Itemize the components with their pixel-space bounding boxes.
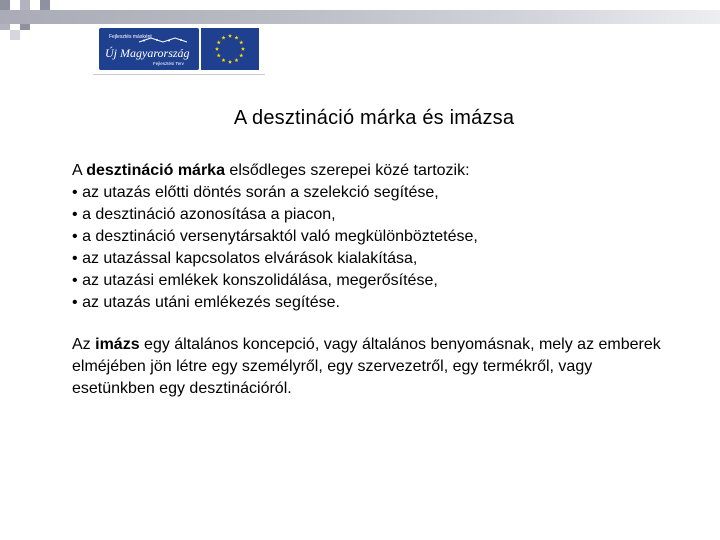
header-gradient-band [0, 10, 720, 24]
definition-bold-term: imázs [95, 336, 140, 353]
logo-caption: Fejlesztés másként [109, 34, 152, 40]
eu-star-icon [221, 36, 225, 40]
definition-suffix: egy általános koncepció, vagy általános benyomásnak, mely az emberek elméjében jön létre egy személyről, egy szervezetről, egy termékről, vagy esetünkben egy desztinációról. [72, 336, 661, 397]
intro-prefix: A [72, 162, 87, 179]
paragraph-gap [72, 314, 672, 334]
bullet-marker: • [72, 228, 78, 245]
bullet-item [72, 270, 672, 292]
eu-star-icon [215, 47, 219, 51]
bullet-marker: • [72, 250, 78, 267]
eu-star-icon [221, 58, 225, 62]
intro-bold-term: desztináció márka [86, 162, 225, 179]
bullet-text: az utazási emlékek konszolidálása, megerősítése, [82, 272, 438, 289]
eu-star-icon [228, 60, 232, 64]
brand-intro [72, 160, 672, 182]
logo-tagline: Fejlesztési Terv [153, 61, 184, 66]
bullet-text: a desztináció azonosítása a piacon, [82, 206, 336, 223]
eu-star-icon [234, 36, 238, 40]
eu-star-icon [217, 53, 221, 57]
intro-suffix: elsődleges szerepei közé tartozik: [224, 162, 470, 179]
eu-star-icon [228, 34, 232, 38]
bullet-item [72, 226, 672, 248]
eu-star-icon [239, 53, 243, 57]
uj-magyarorszag-logo [99, 28, 199, 70]
bullet-item [72, 248, 672, 270]
bullet-item [72, 204, 672, 226]
eu-star-icon [217, 40, 221, 44]
bullet-marker: • [72, 184, 78, 201]
bullet-marker: • [72, 206, 78, 223]
eu-star-icon [239, 40, 243, 44]
bullet-marker: • [72, 294, 78, 311]
eu-flag-icon [201, 28, 259, 70]
eu-star-icon [234, 58, 238, 62]
image-definition [72, 334, 672, 400]
logo-wordmark: Új Magyarország [105, 46, 190, 60]
slide-title: A desztináció márka és imázsa [233, 107, 515, 129]
bullet-item [72, 182, 672, 204]
eu-star-icon [241, 47, 245, 51]
bullet-marker: • [72, 272, 78, 289]
definition-prefix: Az [72, 336, 96, 353]
slide-content [72, 160, 672, 400]
header-logos [93, 24, 265, 75]
bullet-text: az utazás előtti döntés során a szelekció segítése, [82, 184, 439, 201]
bullet-text: a desztináció versenytársaktól való megkülönböztetése, [82, 228, 478, 245]
bullet-text: az utazás utáni emlékezés segítése. [82, 294, 340, 311]
bullet-item [72, 292, 672, 314]
bullet-text: az utazással kapcsolatos elvárások kialakítása, [82, 250, 418, 267]
